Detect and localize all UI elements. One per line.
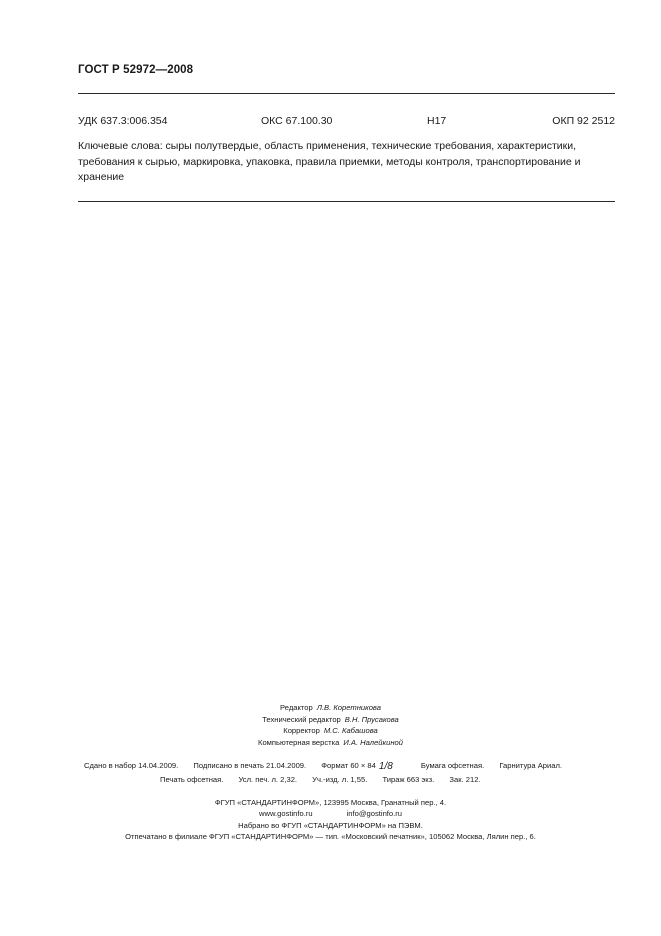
credits-block (0, 702, 661, 748)
credit-person: И.А. Налейкиной (343, 737, 403, 747)
publisher-website: www.gostinfo.ru (258, 809, 313, 819)
typeset-date: Сдано в набор 14.04.2009. (84, 761, 179, 770)
publisher-block (0, 797, 661, 842)
font-type: Гарнитура Ариал. (499, 761, 563, 770)
credit-line-layout (0, 737, 661, 749)
print-run: Тираж 663 экз. (382, 775, 435, 784)
credit-line-editor (0, 702, 661, 714)
order-number: Зак. 212. (449, 775, 481, 784)
publisher-contacts (0, 808, 661, 819)
credit-line-tech-editor (0, 714, 661, 726)
signed-date: Подписано в печать 21.04.2009. (193, 761, 307, 770)
print-type: Печать офсетная. (160, 775, 224, 784)
credit-person: М.С. Кабашова (323, 726, 378, 735)
bottom-divider (78, 201, 615, 202)
oks-code: ОКС 67.100.30 (261, 115, 333, 127)
document-code: ГОСТ Р 52972—2008 (78, 64, 194, 76)
udk-code: УДК 637.3:006.354 (78, 115, 168, 127)
group-code: Н17 (427, 115, 447, 127)
typeset-by: Набрано во ФГУП «СТАНДАРТИНФОРМ» на ПЭВМ. (238, 820, 423, 830)
credit-role: Технический редактор (262, 714, 341, 724)
print-info-line-2 (160, 773, 494, 788)
format-prefix: Формат 60 × 84 (321, 761, 376, 770)
keywords-paragraph: Ключевые слова: сыры полутвердые, область применения, технические требования, характеристики, требования к сырью, маркировка, упаковка, правила приемки, методы контроля, транспортирование и хранение (78, 140, 581, 183)
edition-sheets: Уч.-изд. л. 1,55. (312, 775, 368, 784)
credit-role: Компьютерная верстка (258, 737, 340, 747)
top-divider (78, 93, 615, 94)
print-sheets: Усл. печ. л. 2,32. (238, 775, 298, 784)
credit-person: Л.В. Коретникова (316, 703, 381, 712)
publisher-address: ФГУП «СТАНДАРТИНФОРМ», 123995 Москва, Гранатный пер., 4. (214, 798, 447, 807)
credit-line-proofreader (0, 725, 661, 737)
format-info (321, 761, 406, 770)
publisher-email: info@gostinfo.ru (346, 809, 403, 819)
credit-person: В.Н. Прусакова (344, 714, 399, 724)
classification-row (78, 115, 615, 129)
printed-by: Отпечатано в филиале ФГУП «СТАНДАРТИНФОРМ» — тип. «Московский печатник», 105062 Москва, Лялин пер., 6. (125, 831, 536, 841)
format-fraction: 1/8 (378, 761, 393, 772)
credit-role: Корректор (283, 726, 320, 735)
credit-role: Редактор (280, 703, 313, 712)
okp-code: ОКП 92 2512 (552, 115, 615, 127)
paper-type: Бумага офсетная. (420, 761, 485, 770)
